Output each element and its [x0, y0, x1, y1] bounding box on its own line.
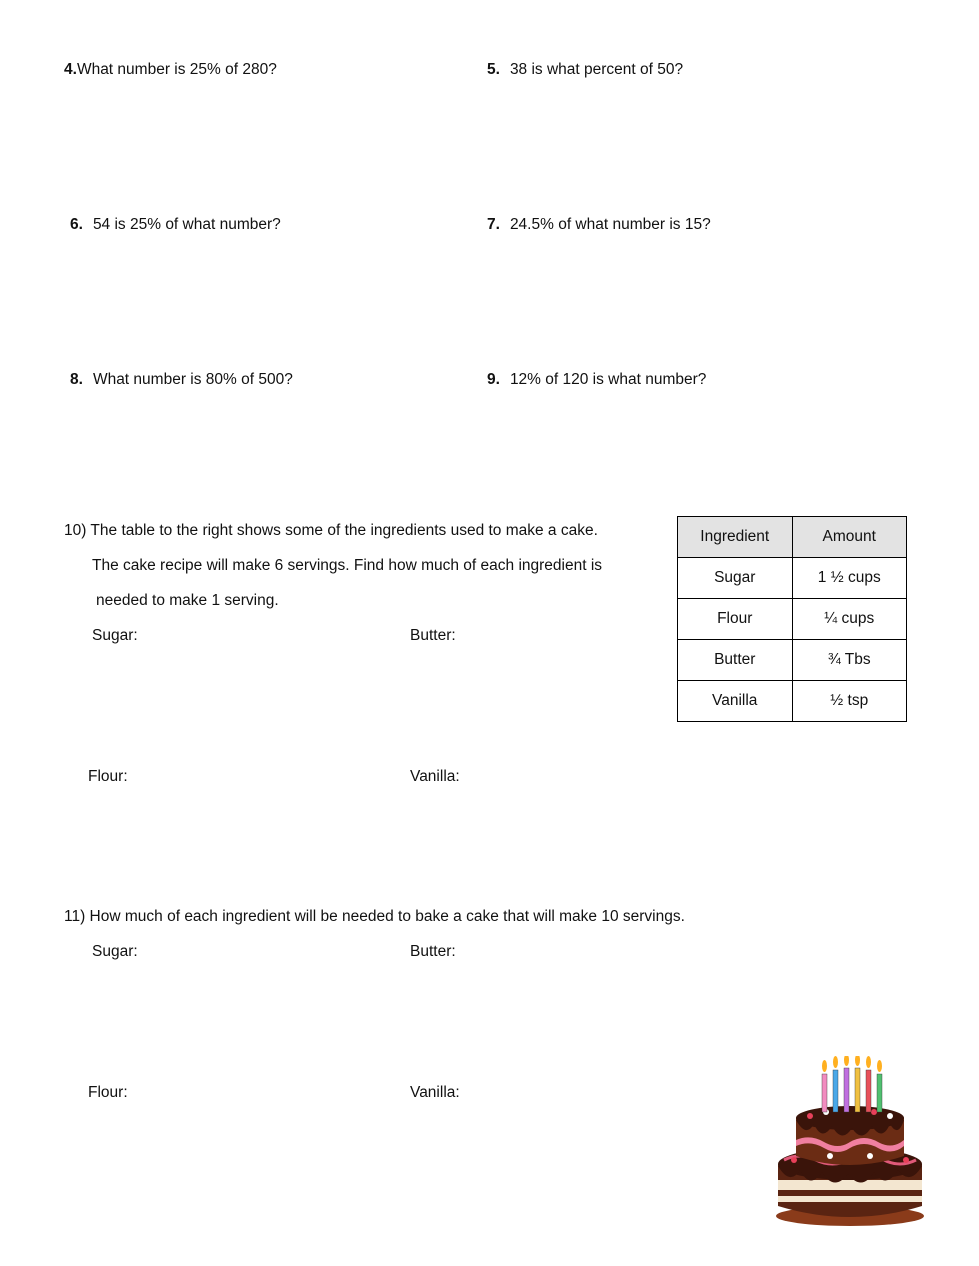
question-number: 5.	[487, 61, 500, 78]
question-text: What number is 25% of 280?	[76, 61, 277, 78]
table-cell-ingredient: Flour	[678, 599, 793, 640]
question-number: 8.	[70, 371, 83, 388]
table-cell-ingredient: Butter	[678, 640, 793, 681]
question-4	[64, 60, 277, 80]
question-8	[70, 370, 293, 390]
question-9	[487, 370, 706, 390]
q11-butter-label: Butter:	[410, 943, 456, 960]
question-text: 38 is what percent of 50?	[509, 61, 684, 78]
table-cell-amount: ¾ Tbs	[792, 640, 907, 681]
q10-vanilla-label: Vanilla:	[410, 768, 460, 785]
question-text: 12% of 120 is what number?	[509, 371, 707, 388]
table-header-row	[678, 517, 907, 558]
question-7	[487, 215, 711, 235]
table-cell-amount: ¼ cups	[792, 599, 907, 640]
table-cell-amount: ½ tsp	[792, 681, 907, 722]
question-6	[70, 215, 281, 235]
table-row	[678, 558, 907, 599]
q11-vanilla-label: Vanilla:	[410, 1084, 460, 1101]
table-row	[678, 599, 907, 640]
table-cell-ingredient: Sugar	[678, 558, 793, 599]
question-number: 9.	[487, 371, 500, 388]
q10-sugar-label: Sugar:	[92, 627, 138, 644]
table-row	[678, 640, 907, 681]
question-10-line-1: 10) The table to the right shows some of the ingredients used to make a cake.	[64, 522, 598, 539]
table-row	[678, 681, 907, 722]
question-11-line-1: 11) How much of each ingredient will be needed to bake a cake that will make 10 servings.	[64, 908, 685, 925]
question-number: 7.	[487, 216, 500, 233]
q11-sugar-label: Sugar:	[92, 943, 138, 960]
question-number: 6.	[70, 216, 83, 233]
question-10-line-2: The cake recipe will make 6 servings. Find how much of each ingredient is	[92, 557, 603, 574]
question-10-line-3: needed to make 1 serving.	[96, 592, 279, 609]
table-cell-amount: 1 ½ cups	[792, 558, 907, 599]
table-cell-ingredient: Vanilla	[678, 681, 793, 722]
question-number: 4.	[64, 61, 77, 78]
table-header-amount: Amount	[792, 517, 907, 558]
q10-flour-label: Flour:	[88, 768, 128, 785]
question-text: 24.5% of what number is 15?	[509, 216, 711, 233]
question-text: What number is 80% of 500?	[92, 371, 293, 388]
table-header-ingredient: Ingredient	[678, 517, 793, 558]
q10-butter-label: Butter:	[410, 627, 456, 644]
birthday-cake-icon	[770, 1056, 930, 1228]
question-5	[487, 60, 683, 80]
question-text: 54 is 25% of what number?	[92, 216, 281, 233]
q11-flour-label: Flour:	[88, 1084, 128, 1101]
ingredient-table	[677, 516, 907, 722]
